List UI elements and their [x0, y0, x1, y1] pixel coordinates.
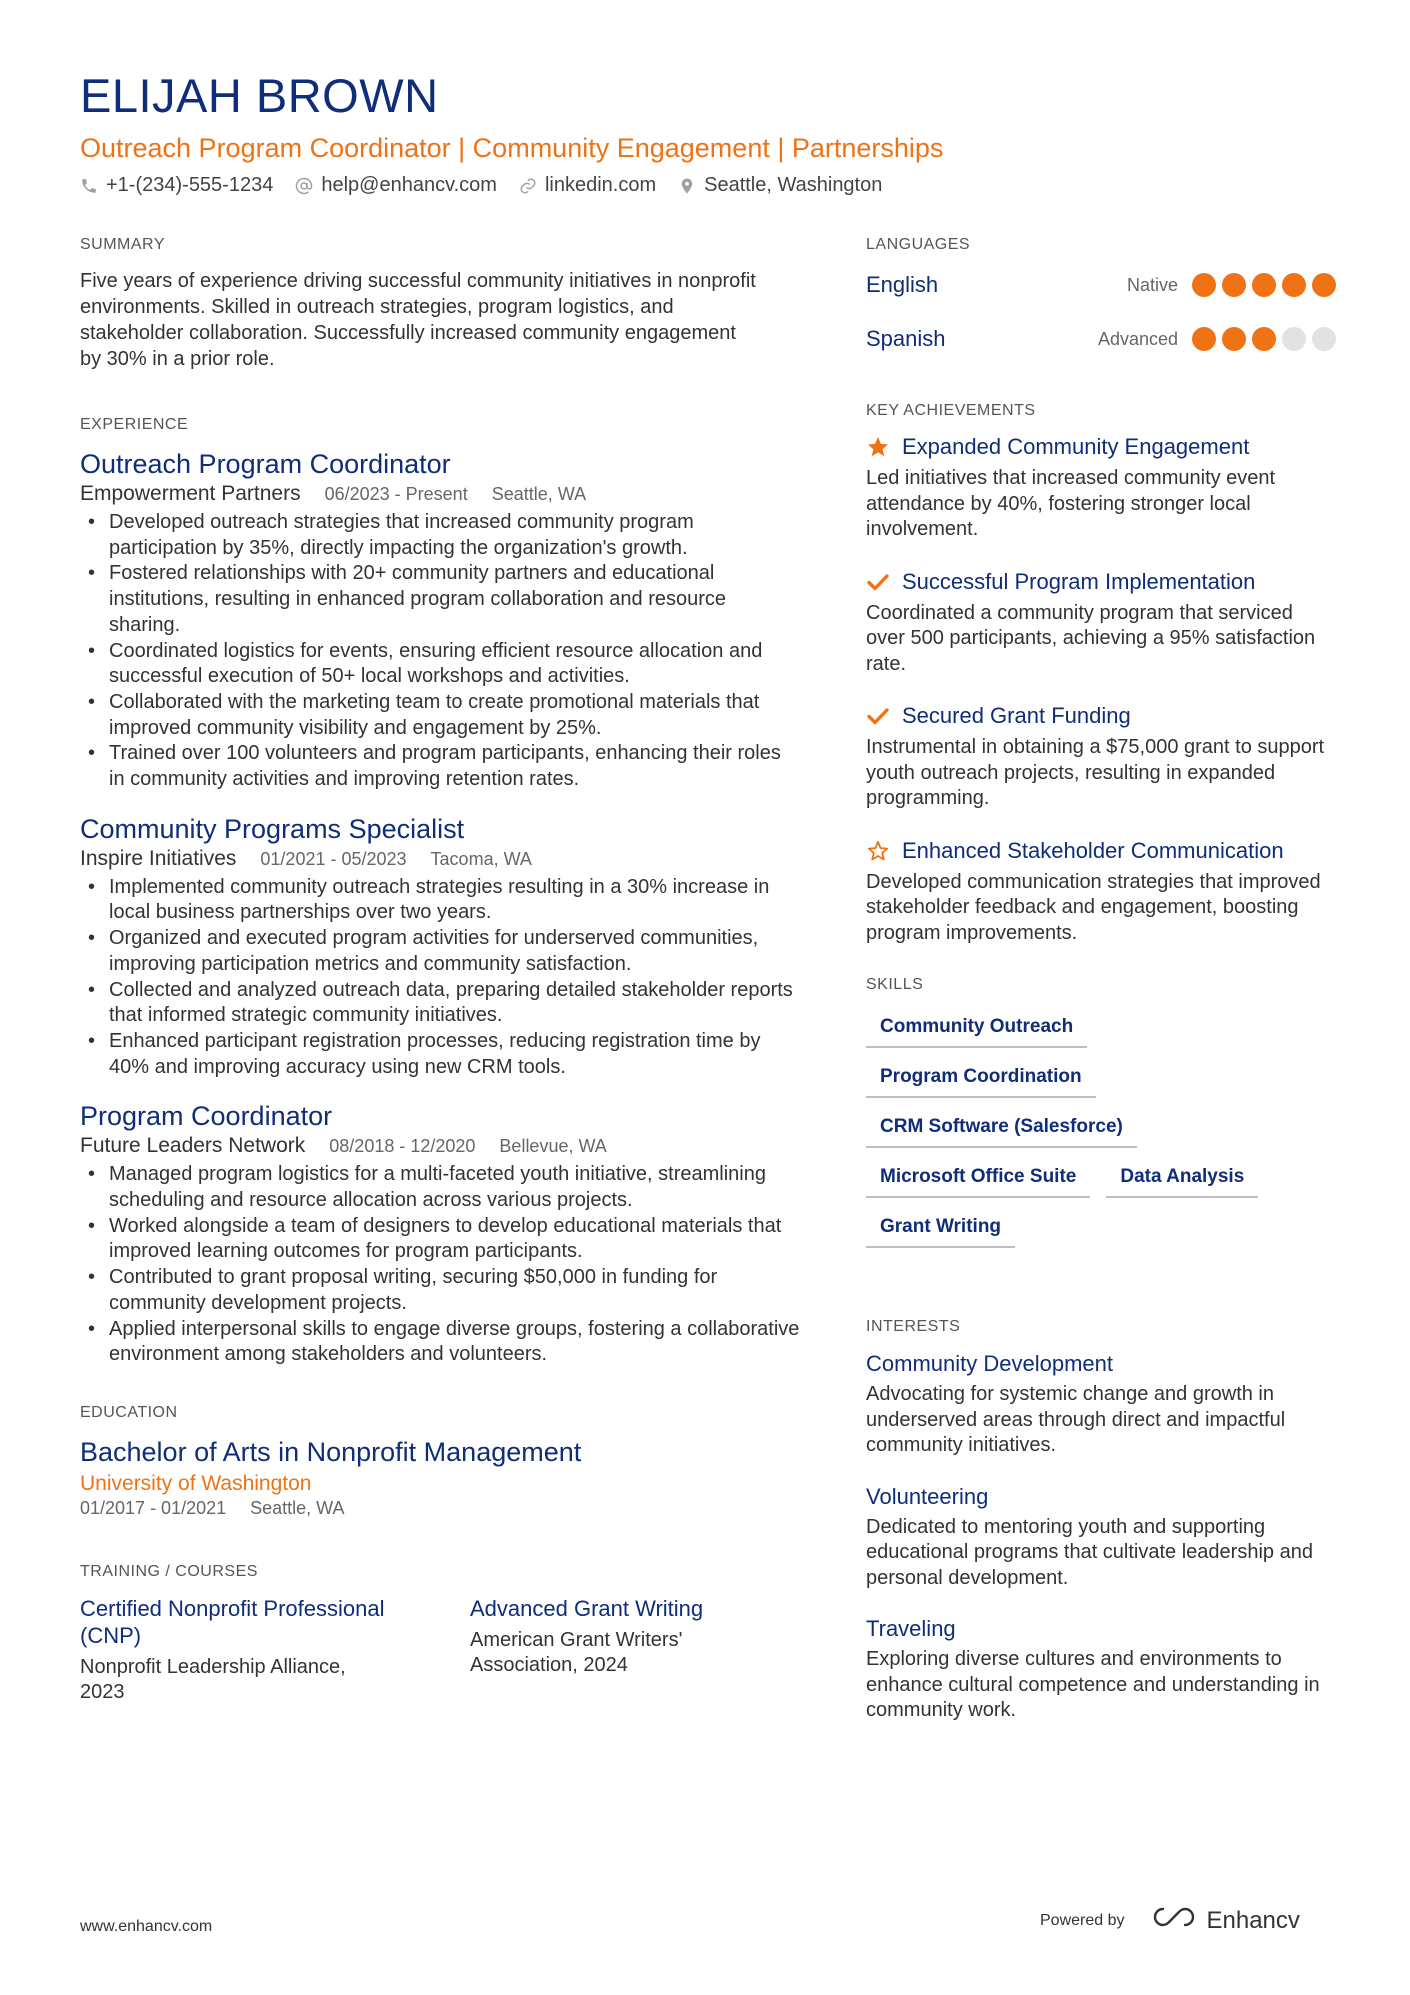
- company-name: Inspire Initiatives: [80, 846, 237, 870]
- section-title: SKILLS: [866, 976, 924, 993]
- achievement-title: Successful Program Implementation: [902, 568, 1256, 594]
- job-location: Bellevue, WA: [499, 1136, 607, 1157]
- candidate-tagline: Outreach Program Coordinator | Community Engagement | Partnerships: [80, 133, 944, 163]
- language-name: English: [866, 272, 939, 297]
- company-name: Empowerment Partners: [80, 482, 301, 505]
- job-meta: [80, 847, 800, 871]
- bullet-item: • Implemented community outreach strategies resulting in a 30% increase in local business partnerships over two years.: [80, 875, 800, 926]
- language-rating: [1192, 327, 1336, 351]
- bullet-item: • Contributed to grant proposal writing, securing $50,000 in funding for community development projects.: [80, 1265, 800, 1316]
- skills-section: [866, 976, 1336, 1248]
- bullet-item: • Coordinated logistics for events, ensuring efficient resource allocation and successful execution of 50+ local workshops and activities.: [80, 639, 800, 690]
- phone-icon: [80, 177, 98, 195]
- section-title: LANGUAGES: [866, 236, 971, 253]
- left-column: [80, 236, 800, 1749]
- rating-dot-filled: [1222, 327, 1246, 351]
- skills-list: [866, 1012, 1336, 1248]
- skill-tag: Data Analysis: [1106, 1162, 1258, 1198]
- interest-item: [866, 1350, 1336, 1459]
- brand-name: Enhancv: [1206, 1906, 1300, 1934]
- bullet-item: • Applied interpersonal skills to engage diverse groups, fostering a collaborative environment among stakeholders and volunteers.: [80, 1317, 800, 1368]
- check-icon: [866, 704, 890, 728]
- enhancv-logo-icon: [1151, 1905, 1197, 1936]
- job-title: Outreach Program Coordinator: [80, 449, 451, 479]
- achievement-desc: Led initiatives that increased community event attendance by 40%, fostering stronger local involvement.: [866, 467, 1276, 540]
- interest-title: Traveling: [866, 1616, 956, 1641]
- education-section: [80, 1404, 800, 1519]
- bullet-item: • Worked alongside a team of designers to develop educational materials that improved learning outcomes for program participants.: [80, 1214, 800, 1265]
- rating-dot-filled: [1312, 273, 1336, 297]
- languages-section: [866, 236, 1336, 366]
- company-name: Future Leaders Network: [80, 1134, 306, 1158]
- location-pin-icon: [678, 177, 696, 195]
- skill-tag: Grant Writing: [866, 1212, 1015, 1248]
- course-list: [80, 1595, 800, 1705]
- job-title: Community Programs Specialist: [80, 813, 465, 844]
- language-row: [866, 258, 1336, 312]
- course-provider: American Grant Writers' Association, 2024: [470, 1628, 683, 1676]
- brand-logo[interactable]: [1151, 1905, 1300, 1936]
- bullet-item: • Trained over 100 volunteers and program participants, enhancing their roles in community activities and improving retention rates.: [80, 741, 800, 792]
- summary-section: [80, 236, 800, 372]
- education-meta: [80, 1498, 800, 1519]
- rating-dot-filled: [1252, 327, 1276, 351]
- job-bullets: [80, 875, 800, 1081]
- job-entry: [80, 1100, 800, 1368]
- contact-bar: [80, 174, 1330, 197]
- job-entry: [80, 813, 800, 1081]
- language-rating: [1192, 273, 1336, 297]
- link-icon: [519, 177, 537, 195]
- experience-section: [80, 416, 800, 1368]
- course-provider: Nonprofit Leadership Alliance, 2023: [80, 1655, 346, 1703]
- section-title: EDUCATION: [80, 1403, 178, 1421]
- email-text[interactable]: help@enhancv.com: [321, 174, 497, 196]
- bullet-item: • Organized and executed program activities for underserved communities, improving participation metrics and community satisfaction.: [80, 926, 800, 977]
- job-meta: [80, 1134, 800, 1158]
- achievement-title: Secured Grant Funding: [902, 703, 1131, 728]
- bullet-item: • Fostered relationships with 20+ community partners and educational institutions, resulting in enhanced program collaboration and resource sharing.: [80, 561, 800, 638]
- at-icon: [295, 177, 313, 195]
- skill-tag: Community Outreach: [866, 1012, 1087, 1048]
- location-text: Seattle, Washington: [704, 174, 883, 196]
- interests-section: [866, 1318, 1336, 1724]
- check-icon: [866, 570, 890, 594]
- language-level: Advanced: [1097, 328, 1178, 349]
- rating-dot-filled: [1192, 273, 1216, 297]
- achievements-section: [866, 402, 1336, 946]
- achievement-title: Expanded Community Engagement: [902, 434, 1250, 459]
- section-title: KEY ACHIEVEMENTS: [866, 402, 1036, 419]
- course-title: Advanced Grant Writing: [470, 1595, 704, 1621]
- job-dates: 08/2018 - 12/2020: [329, 1136, 476, 1157]
- achievement-item: [866, 434, 1336, 543]
- achievement-header: [866, 434, 1336, 460]
- interest-desc: Advocating for systemic change and growth in underserved areas through direct and impactful community initiatives.: [866, 1383, 1286, 1456]
- achievement-desc: Coordinated a community program that serviced over 500 participants, achieving a 95% satisfaction rate.: [866, 601, 1316, 675]
- powered-by-label: Powered by: [1040, 1911, 1125, 1929]
- school-name: University of Washington: [80, 1471, 312, 1495]
- skill-tag: Program Coordination: [866, 1062, 1096, 1098]
- interest-title: Community Development: [866, 1351, 1113, 1376]
- job-location: Tacoma, WA: [430, 848, 532, 869]
- candidate-name: ELIJAH BROWN: [80, 69, 439, 122]
- skill-tag: CRM Software (Salesforce): [866, 1112, 1137, 1148]
- interest-title: Volunteering: [866, 1483, 989, 1509]
- rating-dot-empty: [1282, 327, 1306, 351]
- job-dates: 06/2023 - Present: [324, 484, 468, 504]
- job-meta: [80, 482, 800, 506]
- interest-desc: Exploring diverse cultures and environments to enhance cultural competence and understanding in community work.: [866, 1648, 1320, 1721]
- footer-branding: [1040, 1905, 1300, 1936]
- rating-dot-filled: [1222, 273, 1246, 297]
- section-title: INTERESTS: [866, 1318, 961, 1335]
- rating-dot-filled: [1192, 327, 1216, 351]
- rating-dot-empty: [1312, 327, 1336, 351]
- course-title: Certified Nonprofit Professional (CNP): [80, 1595, 385, 1648]
- resume-header: [80, 70, 1330, 197]
- job-bullets: [80, 510, 800, 793]
- star-outline-icon: [866, 839, 890, 863]
- job-entry: [80, 448, 800, 793]
- phone-text: +1-(234)-555-1234: [106, 174, 274, 196]
- contact-location: [678, 174, 882, 197]
- achievement-header: [866, 569, 1336, 595]
- achievement-desc: Instrumental in obtaining a $75,000 grant to support youth outreach projects, resulting in expanded programming.: [866, 736, 1325, 809]
- skill-tag: Microsoft Office Suite: [866, 1162, 1090, 1198]
- interest-item: [866, 1483, 1336, 1592]
- contact-email[interactable]: [295, 174, 497, 197]
- education-dates: 01/2017 - 01/2021: [80, 1497, 227, 1518]
- right-column: [866, 236, 1336, 1768]
- achievement-item: [866, 569, 1336, 678]
- language-row: [866, 312, 1336, 366]
- bullet-item: • Collected and analyzed outreach data, preparing detailed stakeholder reports that informed strategic community initiatives.: [80, 978, 800, 1029]
- achievement-header: [866, 703, 1336, 729]
- linkedin-text[interactable]: linkedin.com: [544, 174, 657, 196]
- section-title: TRAINING / COURSES: [80, 1562, 258, 1580]
- training-section: [80, 1563, 800, 1705]
- job-dates: 01/2021 - 05/2023: [260, 848, 407, 869]
- course-item: [80, 1595, 390, 1705]
- star-filled-icon: [866, 435, 890, 459]
- achievement-desc: Developed communication strategies that improved stakeholder feedback and engagement, boosting program improvements.: [866, 870, 1321, 944]
- job-title: Program Coordinator: [80, 1101, 333, 1132]
- interest-desc: Dedicated to mentoring youth and supporting educational programs that cultivate leadership and personal development.: [866, 1515, 1313, 1589]
- summary-text: Five years of experience driving successful community initiatives in nonprofit environments. Skilled in outreach strategies, program logistics, and stakeholder collaboration. Successfully increased community engagement by 30% in a prior role.: [80, 270, 756, 370]
- section-title: EXPERIENCE: [80, 416, 189, 433]
- bullet-item: • Developed outreach strategies that increased community program participation by 35%, directly impacting the organization's growth.: [80, 510, 800, 561]
- bullet-item: • Managed program logistics for a multi-faceted youth initiative, streamlining scheduling and resource allocation across various projects.: [80, 1162, 800, 1213]
- achievement-item: [866, 703, 1336, 812]
- job-bullets: [80, 1162, 800, 1368]
- rating-dot-filled: [1282, 273, 1306, 297]
- rating-dot-filled: [1252, 273, 1276, 297]
- achievement-header: [866, 838, 1336, 864]
- bullet-item: • Enhanced participant registration processes, reducing registration time by 40% and improving accuracy using new CRM tools.: [80, 1029, 800, 1080]
- language-name: Spanish: [866, 326, 946, 351]
- section-title: SUMMARY: [80, 236, 165, 253]
- achievement-title: Enhanced Stakeholder Communication: [902, 837, 1284, 863]
- language-level: Native: [1126, 274, 1178, 295]
- bullet-item: • Collaborated with the marketing team to create promotional materials that improved community visibility and engagement by 25%.: [80, 690, 800, 741]
- education-location: Seattle, WA: [250, 1497, 345, 1518]
- job-location: Seattle, WA: [491, 484, 587, 504]
- footer-website[interactable]: www.enhancv.com: [80, 1918, 213, 1935]
- interest-item: [866, 1615, 1336, 1724]
- achievement-item: [866, 838, 1336, 947]
- degree-title: Bachelor of Arts in Nonprofit Management: [80, 1436, 582, 1467]
- contact-linkedin[interactable]: [519, 174, 656, 197]
- contact-phone: [80, 174, 273, 197]
- course-item: [470, 1595, 780, 1705]
